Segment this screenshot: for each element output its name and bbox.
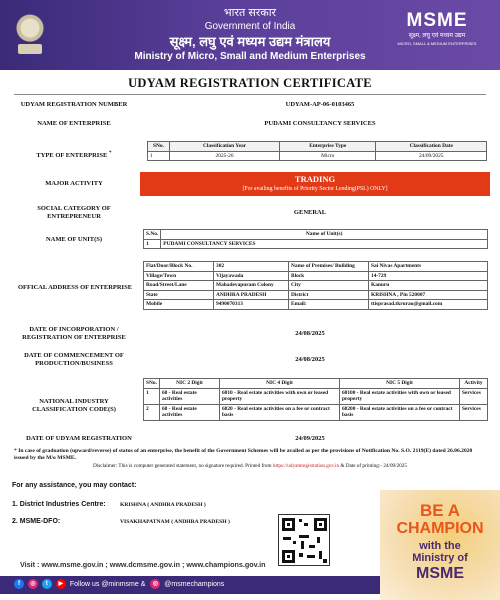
table-header-row [148,142,487,152]
table-cell: KRISHNA , Pin 520007 [369,290,488,300]
instagram-icon[interactable]: ◎ [28,579,38,589]
social-footer [0,576,380,594]
table-row [144,300,488,310]
table-cell: 6820 - Real estate activities on a fee or contract basis [219,404,339,420]
champion-banner [380,490,500,600]
nic-label: NATIONAL INDUSTRY CLASSIFICATION CODE(S) [32,398,116,413]
address-table [143,261,488,310]
table-cell: 6810 - Real estate activities with own or leased property [219,388,339,404]
certificate-title: UDYAM REGISTRATION CERTIFICATE [128,76,372,90]
table-cell: 1 [144,239,161,249]
trading-subtitle: [For availing benefits of Priority Sector Lending(PSL) ONLY] [242,186,388,192]
table-cell: City [289,281,369,291]
dfo-label: 2. MSME-DFO: [12,518,61,525]
commencement-value: 24/08/2025 [295,356,325,363]
msme-logo [392,10,482,47]
table-header: SNo. [144,379,160,389]
address-label: OFFICAL ADDRESS OF ENTERPRISE [17,284,133,291]
incorporation-label: DATE OF INCORPORATION / REGISTRATION OF ENTERPRISE [22,326,126,341]
table-cell: PUDAMI CONSULTANCY SERVICES [161,239,488,249]
table-cell: ANDHRA PRADESH [214,290,289,300]
banner-line2: CHAMPION [396,520,484,537]
table-row [144,404,488,420]
table-header: Classification Date [376,142,487,152]
follow-text: Follow us @minmsme & [69,581,146,588]
type-star: * [108,150,112,156]
assistance-heading: For any assistance, you may contact: [12,482,137,489]
table-cell: Name of Premises/ Building [289,262,369,272]
table-cell: Village/Town [144,271,214,281]
units-table [143,229,488,249]
table-cell: 9490070313 [214,300,289,310]
table-header-row [144,379,488,389]
table-cell: 302 [214,262,289,272]
government-title [110,6,390,63]
table-cell: Block [289,271,369,281]
disclaimer-date: & Date of printing:- 24/09/2025 [339,463,407,469]
table-header: NIC 2 Digit [159,379,219,389]
table-cell: 68100 - Real estate activities with own or leased property [339,388,459,404]
table-cell: 68 - Real estate activities [159,388,219,404]
table-row [144,290,488,300]
gov-hindi: भारत सरकार [223,7,277,19]
enterprise-type-table [147,141,487,161]
table-cell: State [144,290,214,300]
table-header: NIC 5 Digit [339,379,459,389]
table-header-row [144,230,488,240]
dfo-value: VISAKHAPATNAM ( ANDHRA PRADESH ) [120,519,230,525]
table-cell: 2025-26 [170,151,280,161]
enterprise-name-label: NAME OF ENTERPRISE [37,120,111,127]
banner-line4: Ministry of [412,552,468,564]
emblem-base [18,44,42,54]
ministry-english: Ministry of Micro, Small and Medium Enterprises [134,51,366,62]
social-category-value: GENERAL [293,209,327,216]
table-cell: Services [459,404,487,420]
table-cell: 1 [148,151,170,161]
table-row [144,388,488,404]
follow-champions[interactable]: @msmechampions [164,581,225,588]
banner-line1: BE A [420,501,460,520]
instagram-icon[interactable]: ◎ [150,579,160,589]
visit-links[interactable]: Visit : www.msme.gov.in ; www.dcmsme.gov.in ; www.champions.gov.in [20,560,266,569]
enterprise-name-value: PUDAMI CONSULTANCY SERVICES [264,120,376,127]
table-cell: 1 [144,388,160,404]
banner-line5: MSME [416,565,464,582]
udyam-date-value: 24/09/2025 [295,435,325,442]
table-cell: Mahadevapuram Colony [214,281,289,291]
graduation-note: * In case of graduation (upward/reverse) of status of an enterprise, the benefit of the Government Schemes will be availed as per the provisions of Notification No. S.O. 2119(E) dated 26.06.2020 issued by the M/o MSME. [14,448,473,461]
dic-value: KRISHNA ( ANDHRA PRADESH ) [120,502,206,508]
table-cell: 14-729 [369,271,488,281]
msme-logo-text: MSME [406,10,468,31]
table-cell: Email: [289,300,369,310]
table-row [144,262,488,272]
trading-title: TRADING [294,174,336,184]
table-cell: 24/09/2025 [376,151,487,161]
table-cell: Kanuru [369,281,488,291]
table-cell: Flat/Door/Block No. [144,262,214,272]
gov-english: Government of India [204,21,296,32]
table-row [144,271,488,281]
twitter-icon[interactable]: t [42,579,52,589]
table-row [144,281,488,291]
commencement-label: DATE OF COMMENCEMENT OF PRODUCTION/BUSINESS [24,352,124,367]
udyam-date-label: DATE OF UDYAM REGISTRATION [26,435,132,442]
table-cell: Sai Nivas Apartments [369,262,488,272]
table-header: NIC 4 Digit [219,379,339,389]
table-header: SNo. [148,142,170,152]
table-cell: 68 - Real estate activities [159,404,219,420]
table-cell: Road/Street/Lane [144,281,214,291]
table-header: S.No. [144,230,161,240]
table-row [148,151,487,161]
table-row [144,239,488,249]
udyam-link[interactable]: https://udyamregistration.gov.in [272,463,340,469]
incorporation-value: 24/08/2025 [295,330,325,337]
table-header: Enterprise Type [280,142,376,152]
table-cell: Mobile [144,300,214,310]
units-label: NAME OF UNIT(S) [45,236,103,243]
table-cell: ttisprasad.tkrurao@gmail.com [369,300,488,310]
reg-no-label: UDYAM REGISTRATION NUMBER [20,101,128,108]
major-activity-label: MAJOR ACTIVITY [45,180,103,187]
reg-no-value: UDYAM-AP-06-0103465 [285,101,355,108]
title-divider [14,94,486,95]
table-cell: Micro [280,151,376,161]
table-cell: 2 [144,404,160,420]
table-header: Classification Year [170,142,280,152]
type-label-text: TYPE OF ENTERPRISE [36,152,108,160]
type-label [14,149,134,160]
msme-logo-sub: MICRO, SMALL & MEDIUM ENTERPRISES [397,41,477,46]
table-cell: Services [459,388,487,404]
table-header: Activity [459,379,487,389]
header-banner [0,0,500,70]
disclaimer [14,463,486,470]
msme-logo-hindi: सूक्ष्म, लघु एवं मध्यम उद्यम [408,33,466,39]
social-category-label: SOCIAL CATEGORY OF ENTREPRENEUR [37,205,111,220]
table-cell: Vijayawada [214,271,289,281]
table-cell: 68200 - Real estate activities on a fee or contract basis [339,404,459,420]
dic-label: 1. District Industries Centre: [12,501,106,508]
facebook-icon[interactable]: f [14,579,24,589]
ministry-hindi: सूक्ष्म, लघु एवं मध्यम उद्यम मंत्रालय [169,34,331,49]
disclaimer-text: Disclaimer: This is computer generated statement, no signature required. Printed from [93,463,273,469]
trading-box [140,172,490,196]
table-cell: District [289,290,369,300]
banner-line3: with the [419,540,461,552]
nic-table [143,378,488,421]
table-header: Name of Unit(s) [161,230,488,240]
youtube-icon[interactable]: ▶ [56,579,66,589]
